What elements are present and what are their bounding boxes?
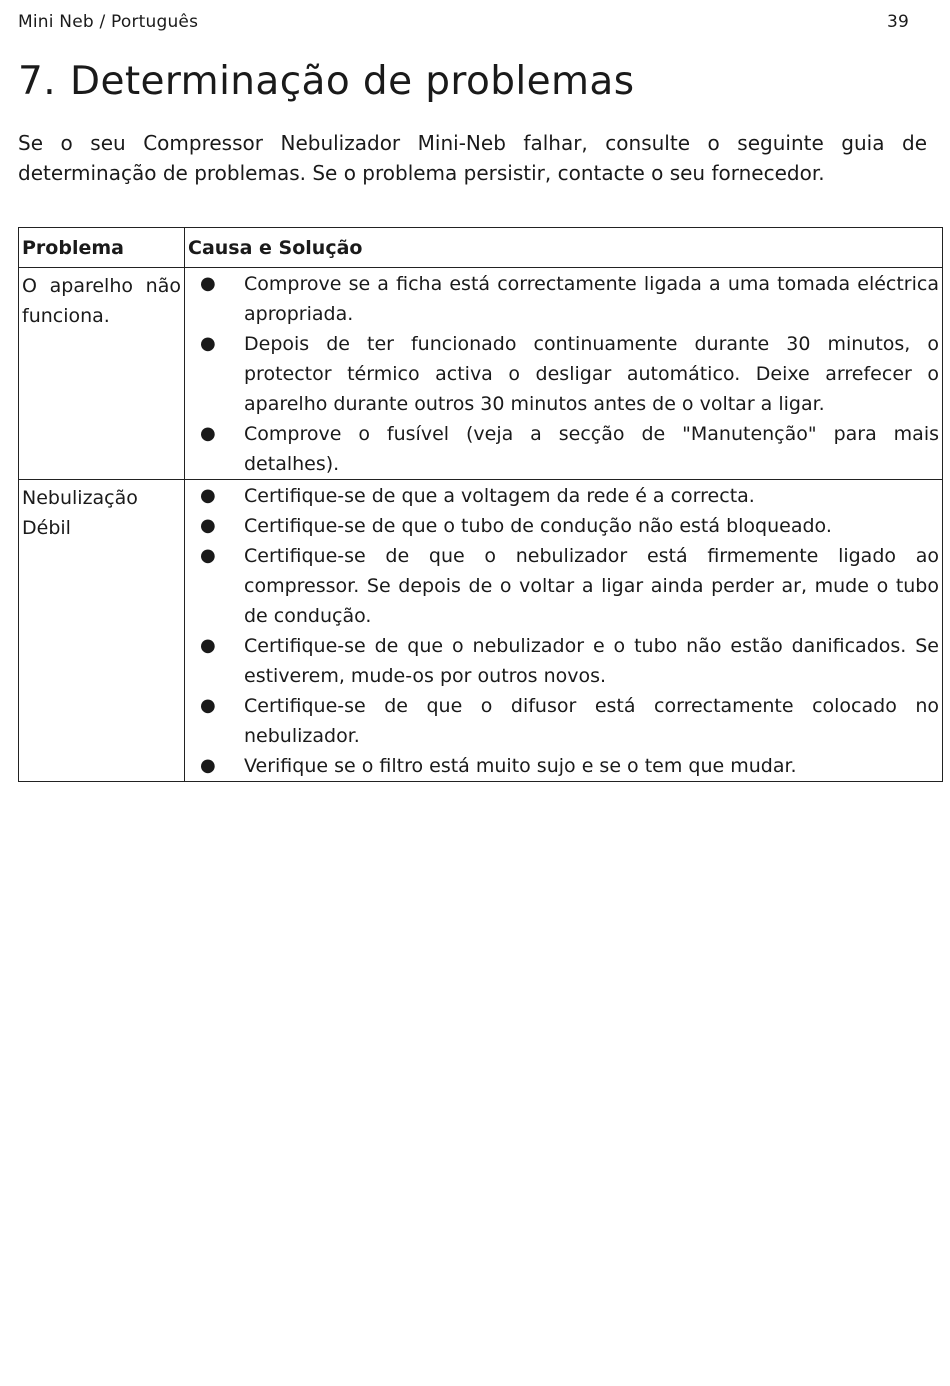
bullet-icon: ● [200,755,216,776]
list-item: ● Certifique-se de que o difusor está correctamente colocado no nebulizador. [188,691,939,751]
intro-paragraph: Se o seu Compressor Nebulizador Mini-Neb falhar, consulte o seguinte guia de determinação de problemas. Se o problema persistir, contacte o seu fornecedor. [18,131,927,185]
bullet-icon: ● [200,545,216,566]
cause-list [188,480,939,781]
list-item: ● Certifique-se de que a voltagem da rede é a correcta. [188,481,939,511]
cause-solution-cell [185,480,943,782]
column-header-problem: Problema [19,228,185,268]
table-row [19,268,943,480]
bullet-icon: ● [200,273,216,294]
bullet-icon: ● [200,423,216,444]
list-item: ● Certifique-se de que o nebulizador está firmemente ligado ao compressor. Se depois de o voltar a ligar ainda perder ar, mude o tubo de condução. [188,541,939,631]
list-item: ● Certifique-se de que o tubo de condução não está bloqueado. [188,511,939,541]
list-item: ● Depois de ter funcionado continuamente durante 30 minutos, o protector térmico activa o desligar automático. Deixe arrefecer o aparelho durante outros 30 minutos antes de o voltar a ligar. [188,329,939,419]
chapter-number: 7. [18,59,57,104]
cause-list [188,268,939,479]
page-number: 39 [886,12,909,32]
chapter-title-text: Determinação de problemas [70,59,635,104]
bullet-icon: ● [200,695,216,716]
running-header [18,10,909,34]
list-item: ● Comprove se a ficha está correctamente ligada a uma tomada eléctrica apropriada. [188,269,939,329]
list-item: ● Comprove o fusível (veja a secção de "Manutenção" para mais detalhes). [188,419,939,479]
problem-cell: O aparelho não funciona. [19,268,185,480]
table-header-row [19,228,943,268]
bullet-icon: ● [200,635,216,656]
list-item: ● Verifique se o filtro está muito sujo e se o tem que mudar. [188,751,939,781]
bullet-icon: ● [200,485,216,506]
problem-cell: Nebulização Débil [19,480,185,782]
table-row [19,480,943,782]
cause-solution-cell [185,268,943,480]
chapter-title [18,58,634,106]
list-item: ● Certifique-se de que o nebulizador e o tubo não estão danificados. Se estiverem, mude-os por outros novos. [188,631,939,691]
breadcrumb: Mini Neb / Português [18,12,199,32]
troubleshooting-table [18,227,943,782]
bullet-icon: ● [200,333,216,354]
bullet-icon: ● [200,515,216,536]
column-header-cause-solution: Causa e Solução [185,228,943,268]
